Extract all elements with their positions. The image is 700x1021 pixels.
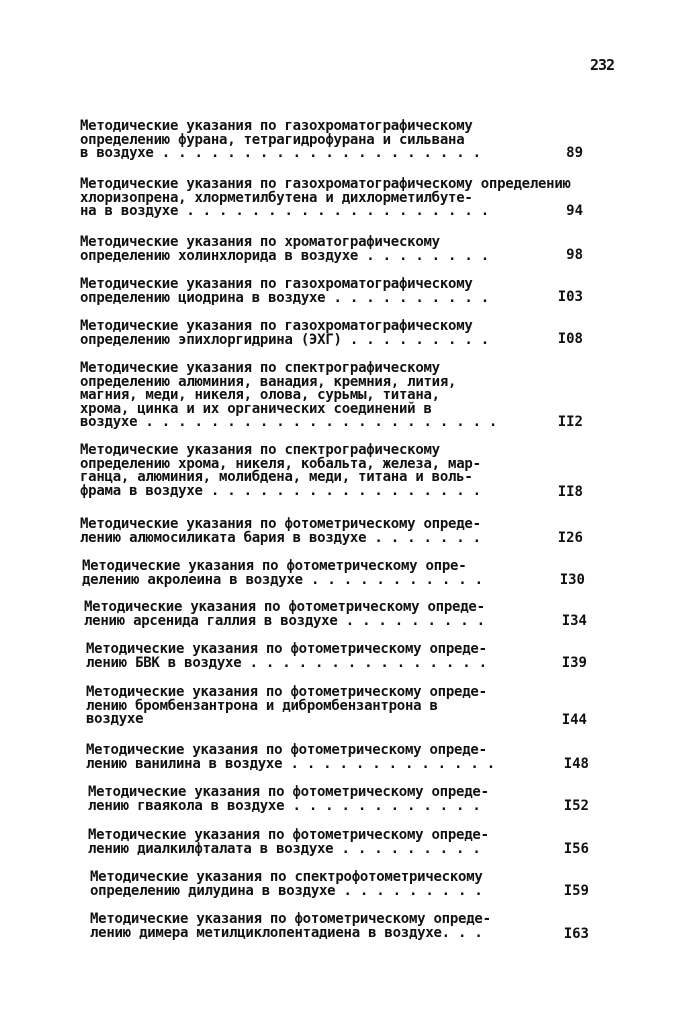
toc-entry-title: Методические указания по спектрографическому определению алюминия, ванадия, кремния, лития, магния, меди, никеля, олова, сурьмы, титана, хрома, цинка и их органических соединений в воздухе . . . . . . . . . . . . . . . . . . . . . .	[80, 360, 498, 431]
toc-entry-title: Методические указания по газохроматографическому определению эпихлоргидрина (ЭХГ) . . . . . . . . .	[80, 318, 489, 348]
toc-entry-page: I08	[557, 331, 583, 347]
toc-entry-title: Методические указания по фотометрическому опреде- лению БВК в воздухе . . . . . . . . . . . . . . .	[86, 641, 487, 671]
toc-entry-page: 89	[566, 145, 583, 161]
toc-entry-title: Методические указания по спектрофотометрическому определению дилудина в воздухе . . . . . . . . .	[90, 869, 483, 899]
toc-entry-title: Методические указания по фотометрическому опреде- лению диалкилфталата в воздухе . . . . . . . . .	[88, 827, 489, 857]
toc-entry-page: I48	[563, 756, 589, 772]
toc-entry-title: Методические указания по хроматографическому определению холинхлорида в воздухе . . . . . . . .	[80, 234, 489, 264]
toc-entry-page: I52	[563, 798, 589, 814]
toc-entry-page: I30	[559, 572, 585, 588]
toc-entry-page: I56	[563, 841, 589, 857]
toc-entry-page: II2	[557, 414, 583, 430]
page-number: 232	[590, 56, 615, 74]
toc-entry-title: Методические указания по газохроматографическому определению циодрина в воздухе . . . . . . . . . .	[80, 276, 489, 306]
toc-entry-title: Методические указания по фотометрическому опреде- лению ванилина в воздухе . . . . . . . . . . . . .	[86, 742, 495, 772]
toc-entry-title: Методические указания по фотометрическому опреде- лению арсенида галлия в воздухе . . . . . . . . .	[84, 599, 485, 629]
toc-entry-page: 94	[566, 203, 583, 219]
toc-entry-title: Методические указания по фотометрическому опреде- лению димера метилциклопентадиена в воздухе. . .	[90, 911, 491, 941]
toc-entry-page: I39	[561, 655, 587, 671]
toc-entry-page: I03	[557, 289, 583, 305]
toc-entry-title: Методические указания по газохроматографическому определению хлоризопрена, хлорметилбутена и дихлорметилбуте- на в воздухе . . . . . . . . . . . . . . . . . . .	[80, 176, 571, 220]
toc-entry-page: I63	[563, 926, 589, 942]
toc-entry-page: I26	[557, 530, 583, 546]
toc-entry-title: Методические указания по фотометрическому опреде- лению алюмосиликата бария в воздухе . . . . . . .	[80, 516, 481, 546]
toc-entry-title: Методические указания по фотометрическому опреде- лению бромбензантрона и дибромбензантрона в воздухе	[86, 684, 487, 728]
toc-entry-page: I59	[563, 883, 589, 899]
toc-entry-page: I34	[561, 613, 587, 629]
toc-entry-page: 98	[566, 247, 583, 263]
toc-entry-title: Методические указания по фотометрическому опре- делению акролеина в воздухе . . . . . . . . . . .	[82, 558, 483, 588]
toc-entry-page: I44	[561, 712, 587, 728]
toc-entry-title: Методические указания по фотометрическому опреде- лению гваякола в воздухе . . . . . . . . . . . .	[88, 784, 489, 814]
toc-entry-title: Методические указания по газохроматографическому определению фурана, тетрагидрофурана и сильвана в воздухе . . . . . . . . . . . . . . . . . . . .	[80, 118, 481, 162]
toc-entry-page: II8	[557, 484, 583, 500]
toc-entry-title: Методические указания по спектрографическому определению хрома, никеля, кобальта, железа, мар- ганца, алюминия, молибдена, меди, титана и воль- фрама в воздухе . . . . . . . . . . . . . . . . .	[80, 442, 481, 499]
